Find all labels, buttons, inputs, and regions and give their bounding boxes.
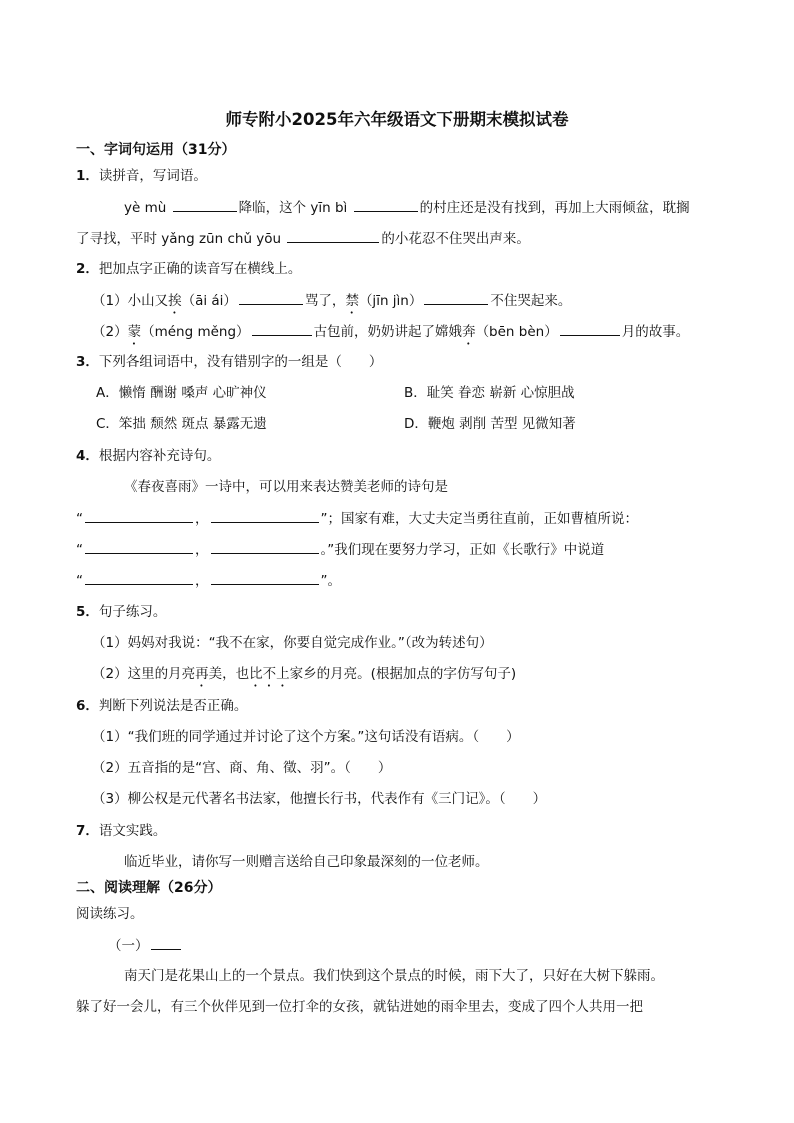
answer-blank[interactable] <box>354 198 418 212</box>
answer-blank[interactable] <box>151 936 181 950</box>
page-title: 师专附小2025年六年级语文下册期末模拟试卷 <box>225 110 569 129</box>
sentence-text: 家乡的月亮。(根据加点的字仿写句子) <box>289 666 517 682</box>
answer-blank[interactable] <box>560 322 620 336</box>
quote-mark: “ <box>76 511 83 527</box>
dotted-char: 禁 <box>345 293 359 309</box>
question-number: 4． <box>76 448 99 464</box>
question-5-item-2 <box>92 665 516 690</box>
question-4-line-3 <box>76 540 604 559</box>
question-5-item-1: （1）妈妈对我说：“我不在家，你要自觉完成作业。”（改为转述句） <box>92 635 493 651</box>
part-number: （一） <box>108 938 149 954</box>
answer-blank[interactable] <box>173 198 237 212</box>
answer-blank[interactable] <box>85 571 193 585</box>
dotted-char: 奔 <box>462 324 476 340</box>
reading-paragraph-line-1: 南天门是花果山上的一个景点。我们快到这个景点的时候，雨下大了，只好在大树下躲雨。 <box>124 968 664 984</box>
question-number: 7． <box>76 823 99 839</box>
option-a[interactable]: A．懒惰 酬谢 嗓声 心旷神仪 <box>96 385 267 401</box>
sentence-text: ”。 <box>320 573 341 589</box>
answer-blank[interactable] <box>211 540 319 554</box>
option-d[interactable]: D．鞭炮 剥削 苦型 见微知著 <box>404 416 576 432</box>
answer-blank[interactable] <box>424 291 488 305</box>
reading-paragraph-line-2: 躲了好一会儿，有三个伙伴见到一位打伞的女孩，就钻进她的雨伞里去，变成了四个人共用一把 <box>76 999 643 1015</box>
dotted-char: 比不上 <box>249 666 290 682</box>
comma: ， <box>195 511 209 527</box>
question-6-item-2: （2）五音指的是“宫、商、角、徵、羽”。（ ） <box>92 760 392 776</box>
question-4-line-2 <box>76 509 638 528</box>
question-text: 句子练习。 <box>98 604 167 620</box>
question-text: 下列各组词语中，没有错别字的一组是（ ） <box>98 354 383 370</box>
answer-blank[interactable] <box>252 322 312 336</box>
sentence-text: 的村庄还是没有找到，再加上大雨倾盆，耽搁 <box>419 200 690 216</box>
sentence-text: ”；国家有难，大丈夫定当勇往直前，正如曹植所说： <box>320 511 638 527</box>
question-5 <box>76 603 166 621</box>
question-text: 把加点字正确的读音写在横线上。 <box>98 261 302 277</box>
reading-intro: 阅读练习。 <box>76 906 144 922</box>
pinyin-options: （méng měng） <box>141 324 250 340</box>
pinyin-options: （bēn bèn） <box>475 324 558 340</box>
answer-blank[interactable] <box>85 540 193 554</box>
dotted-char: 挨 <box>168 293 182 309</box>
question-number: 2． <box>76 261 99 277</box>
question-number: 6． <box>76 698 99 714</box>
sentence-text: 月的故事。 <box>621 324 690 340</box>
sentence-text: （1）小山又 <box>92 293 169 309</box>
question-2 <box>76 260 301 278</box>
sentence-text: （2） <box>92 324 128 340</box>
answer-blank[interactable] <box>211 571 319 585</box>
question-text: 语文实践。 <box>98 823 167 839</box>
sentence-text: （2）这里的月亮 <box>92 666 196 682</box>
question-1-line-2 <box>76 229 530 248</box>
question-4-line-1: 《春夜喜雨》一诗中，可以用来表达赞美老师的诗句是 <box>124 479 448 495</box>
question-2-item-1 <box>92 291 571 317</box>
option-b[interactable]: B．耻笑 眷恋 崭新 心惊胆战 <box>404 385 575 401</box>
pinyin-options: （āi ái） <box>181 293 237 309</box>
question-7-line-1: 临近毕业，请你写一则赠言送给自己印象最深刻的一位老师。 <box>124 854 489 870</box>
question-1-line-1 <box>124 198 690 217</box>
quote-mark: “ <box>76 542 83 558</box>
question-number: 3． <box>76 354 99 370</box>
comma: ， <box>195 573 209 589</box>
answer-blank[interactable] <box>211 509 319 523</box>
question-2-item-2 <box>92 322 689 348</box>
section-2-heading: 二、阅读理解（26分） <box>76 880 222 896</box>
section-1-heading: 一、字词句运用（31分） <box>76 142 236 158</box>
answer-blank[interactable] <box>287 229 379 243</box>
question-4 <box>76 447 220 465</box>
question-3 <box>76 353 382 371</box>
pinyin-options: （jīn jìn） <box>358 293 423 309</box>
comma: ， <box>195 542 209 558</box>
dotted-char: 再 <box>195 666 209 682</box>
question-4-line-4 <box>76 571 341 590</box>
question-text: 根据内容补充诗句。 <box>98 448 221 464</box>
question-7 <box>76 822 166 840</box>
question-text: 判断下列说法是否正确。 <box>98 698 248 714</box>
sentence-text: 骂了， <box>304 293 346 309</box>
question-6-item-3: （3）柳公权是元代著名书法家，他擅长行书，代表作有《三门记》。（ ） <box>92 791 547 807</box>
question-number: 1． <box>76 168 99 184</box>
quote-mark: “ <box>76 573 83 589</box>
sentence-text: 了寻找，平时 yǎng zūn chǔ yōu <box>76 231 282 247</box>
sentence-text: 。”我们现在要努力学习，正如《长歌行》中说道 <box>320 542 605 558</box>
pinyin-text: yè mù <box>124 200 167 216</box>
option-c[interactable]: C．笨拙 颓然 斑点 暴露无遗 <box>96 416 267 432</box>
question-text: 读拼音，写词语。 <box>98 168 207 184</box>
sentence-text: 的小花忍不住哭出声来。 <box>381 231 530 247</box>
answer-blank[interactable] <box>239 291 303 305</box>
sentence-text: 美，也 <box>208 666 250 682</box>
reading-part-label <box>108 936 183 955</box>
answer-blank[interactable] <box>85 509 193 523</box>
question-6-item-1: （1）“我们班的同学通过并讨论了这个方案。”这句话没有语病。（ ） <box>92 729 520 745</box>
sentence-text: 古包前，奶奶讲起了嫦娥 <box>313 324 463 340</box>
sentence-text: 不住哭起来。 <box>490 293 572 309</box>
dotted-char: 蒙 <box>127 324 142 340</box>
question-number: 5． <box>76 604 99 620</box>
sentence-text: 降临，这个 yīn bì <box>238 200 348 216</box>
question-6 <box>76 697 247 715</box>
question-1 <box>76 167 207 185</box>
